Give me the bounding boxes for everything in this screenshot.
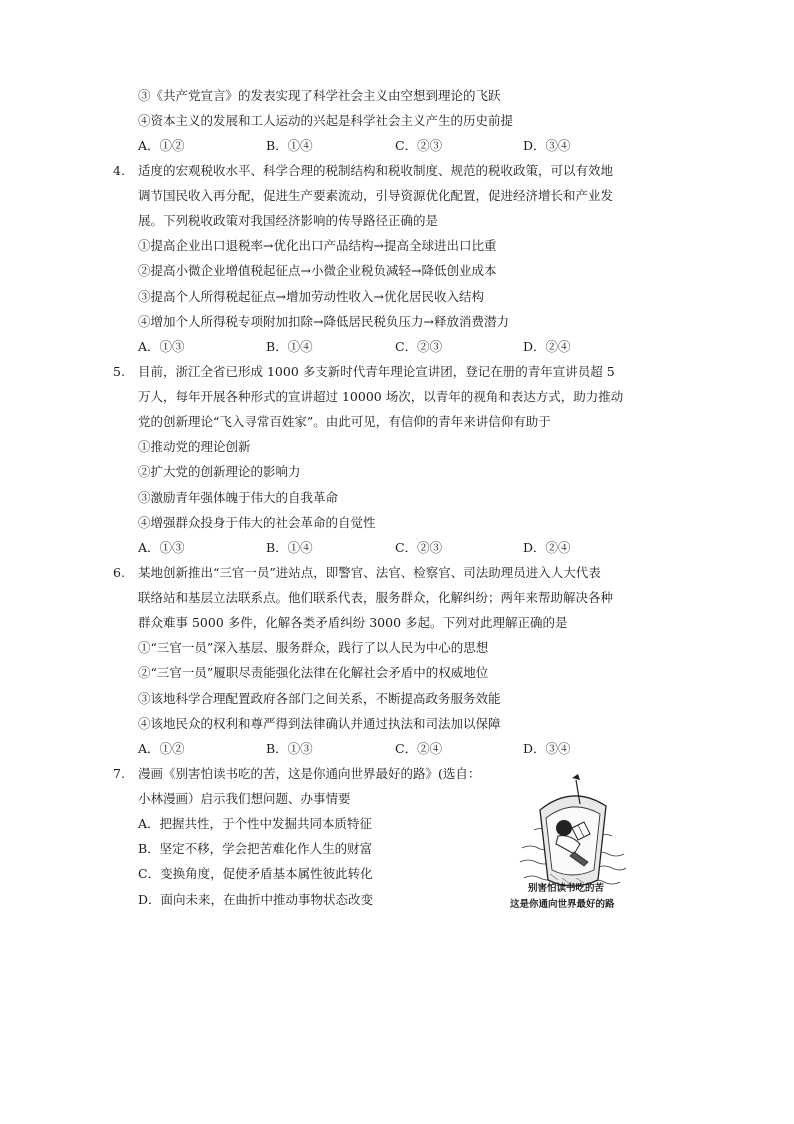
- q6-option-b: B．①③: [266, 741, 313, 756]
- q3-option-c: C．②③: [395, 138, 443, 153]
- q5-option-a: A．①③: [138, 540, 185, 555]
- q5-stem-line: 党的创新理论“飞入寻常百姓家”。由此可见，有信仰的青年来讲信仰有助于: [138, 414, 551, 429]
- q6-option-c: C．②④: [395, 741, 443, 756]
- q4-option-d: D．②④: [523, 339, 571, 354]
- cartoon-caption-line: 别害怕读书吃的苦: [528, 883, 605, 894]
- q4-option-b: B．①④: [266, 339, 313, 354]
- q7-option-b: B．坚定不移，学会把苦难化作人生的财富: [138, 841, 373, 856]
- q5-stem-line: 万人，每年开展各种形式的宣讲超过 10000 场次，以青年的视角和表达方式，助力推动: [138, 389, 624, 404]
- q3-option-d: D．③④: [523, 138, 571, 153]
- q5-option-c: C．②③: [395, 540, 443, 555]
- q6-number: 6.: [113, 565, 125, 580]
- q6-stem-line: 联络站和基层立法联系点。他们联系代表，服务群众，化解纠纷；两年来帮助解决各种: [138, 590, 614, 605]
- q4-stem-line: 适度的宏观税收水平、科学合理的税制结构和税收制度、规范的税收政策，可以有效地: [138, 163, 614, 178]
- q5-number: 5.: [113, 364, 125, 379]
- q6-stem-line: 群众难事 5000 多件，化解各类矛盾纠纷 3000 多起。下列对此理解正确的是: [138, 615, 568, 630]
- q3-item-4: ④资本主义的发展和工人运动的兴起是科学社会主义产生的历史前提: [138, 113, 514, 128]
- q4-item-2: ②提高小微企业增值税起征点→小微企业税负减轻→降低创业成本: [138, 263, 497, 278]
- q5-item-1: ①推动党的理论创新: [138, 439, 251, 454]
- q3-item-3: ③《共产党宣言》的发表实现了科学社会主义由空想到理论的飞跃: [138, 88, 501, 103]
- q6-option-d: D．③④: [523, 741, 571, 756]
- q6-item-4: ④该地民众的权利和尊严得到法律确认并通过执法和司法加以保障: [138, 716, 501, 731]
- q4-number: 4.: [113, 163, 125, 178]
- q4-stem-line: 展。下列税收政策对我国经济影响的传导路径正确的是: [138, 213, 439, 228]
- q7-option-a: A．把握共性，于个性中发掘共同本质特征: [138, 816, 373, 831]
- q5-option-d: D．②④: [523, 540, 571, 555]
- q6-item-2: ②“三官一员”履职尽责能强化法律在化解社会矛盾中的权威地位: [138, 665, 489, 680]
- q7-stem-line: 漫画《别害怕读书吃的苦，这是你通向世界最好的路》(选自：: [138, 766, 481, 781]
- q7-stem-line: 小林漫画）启示我们想问题、办事情要: [138, 791, 351, 806]
- q5-item-2: ②扩大党的创新理论的影响力: [138, 464, 301, 479]
- q6-item-3: ③该地科学合理配置政府各部门之间关系，不断提高政务服务效能: [138, 691, 501, 706]
- q6-stem-line: 某地创新推出“三官一员”进站点，即警官、法官、检察官、司法助理员进入人大代表: [138, 565, 601, 580]
- q3-option-b: B．①④: [266, 138, 313, 153]
- q6-option-a: A．①②: [138, 741, 185, 756]
- q4-option-a: A．①③: [138, 339, 185, 354]
- q4-option-c: C．②③: [395, 339, 443, 354]
- q5-option-b: B．①④: [266, 540, 313, 555]
- q4-item-1: ①提高企业出口退税率→优化出口产品结构→提高全球进出口比重: [138, 238, 497, 253]
- q4-stem-line: 调节国民收入再分配，促进生产要素流动，引导资源优化配置，促进经济增长和产业发: [138, 188, 614, 203]
- q5-item-4: ④增强群众投身于伟大的社会革命的自觉性: [138, 515, 376, 530]
- q7-option-d: D．面向未来，在曲折中推动事物状态改变: [138, 892, 374, 907]
- q4-item-4: ④增加个人所得税专项附加扣除→降低居民税负压力→释放消费潜力: [138, 314, 509, 329]
- q4-item-3: ③提高个人所得税起征点→增加劳动性收入→优化居民收入结构: [138, 289, 484, 304]
- q5-item-3: ③激励青年强体魄于伟大的自我革命: [138, 490, 339, 505]
- q3-option-a: A．①②: [138, 138, 185, 153]
- q7-number: 7.: [113, 766, 125, 781]
- q7-option-c: C．变换角度，促使矛盾基本属性彼此转化: [138, 866, 373, 881]
- q6-item-1: ①“三官一员”深入基层、服务群众，践行了以人民为中心的思想: [138, 640, 489, 655]
- cartoon-caption-line: 这是你通向世界最好的路: [510, 899, 615, 910]
- q5-stem-line: 目前，浙江全省已形成 1000 多支新时代青年理论宣讲团，登记在册的青年宣讲员超 5: [138, 364, 615, 379]
